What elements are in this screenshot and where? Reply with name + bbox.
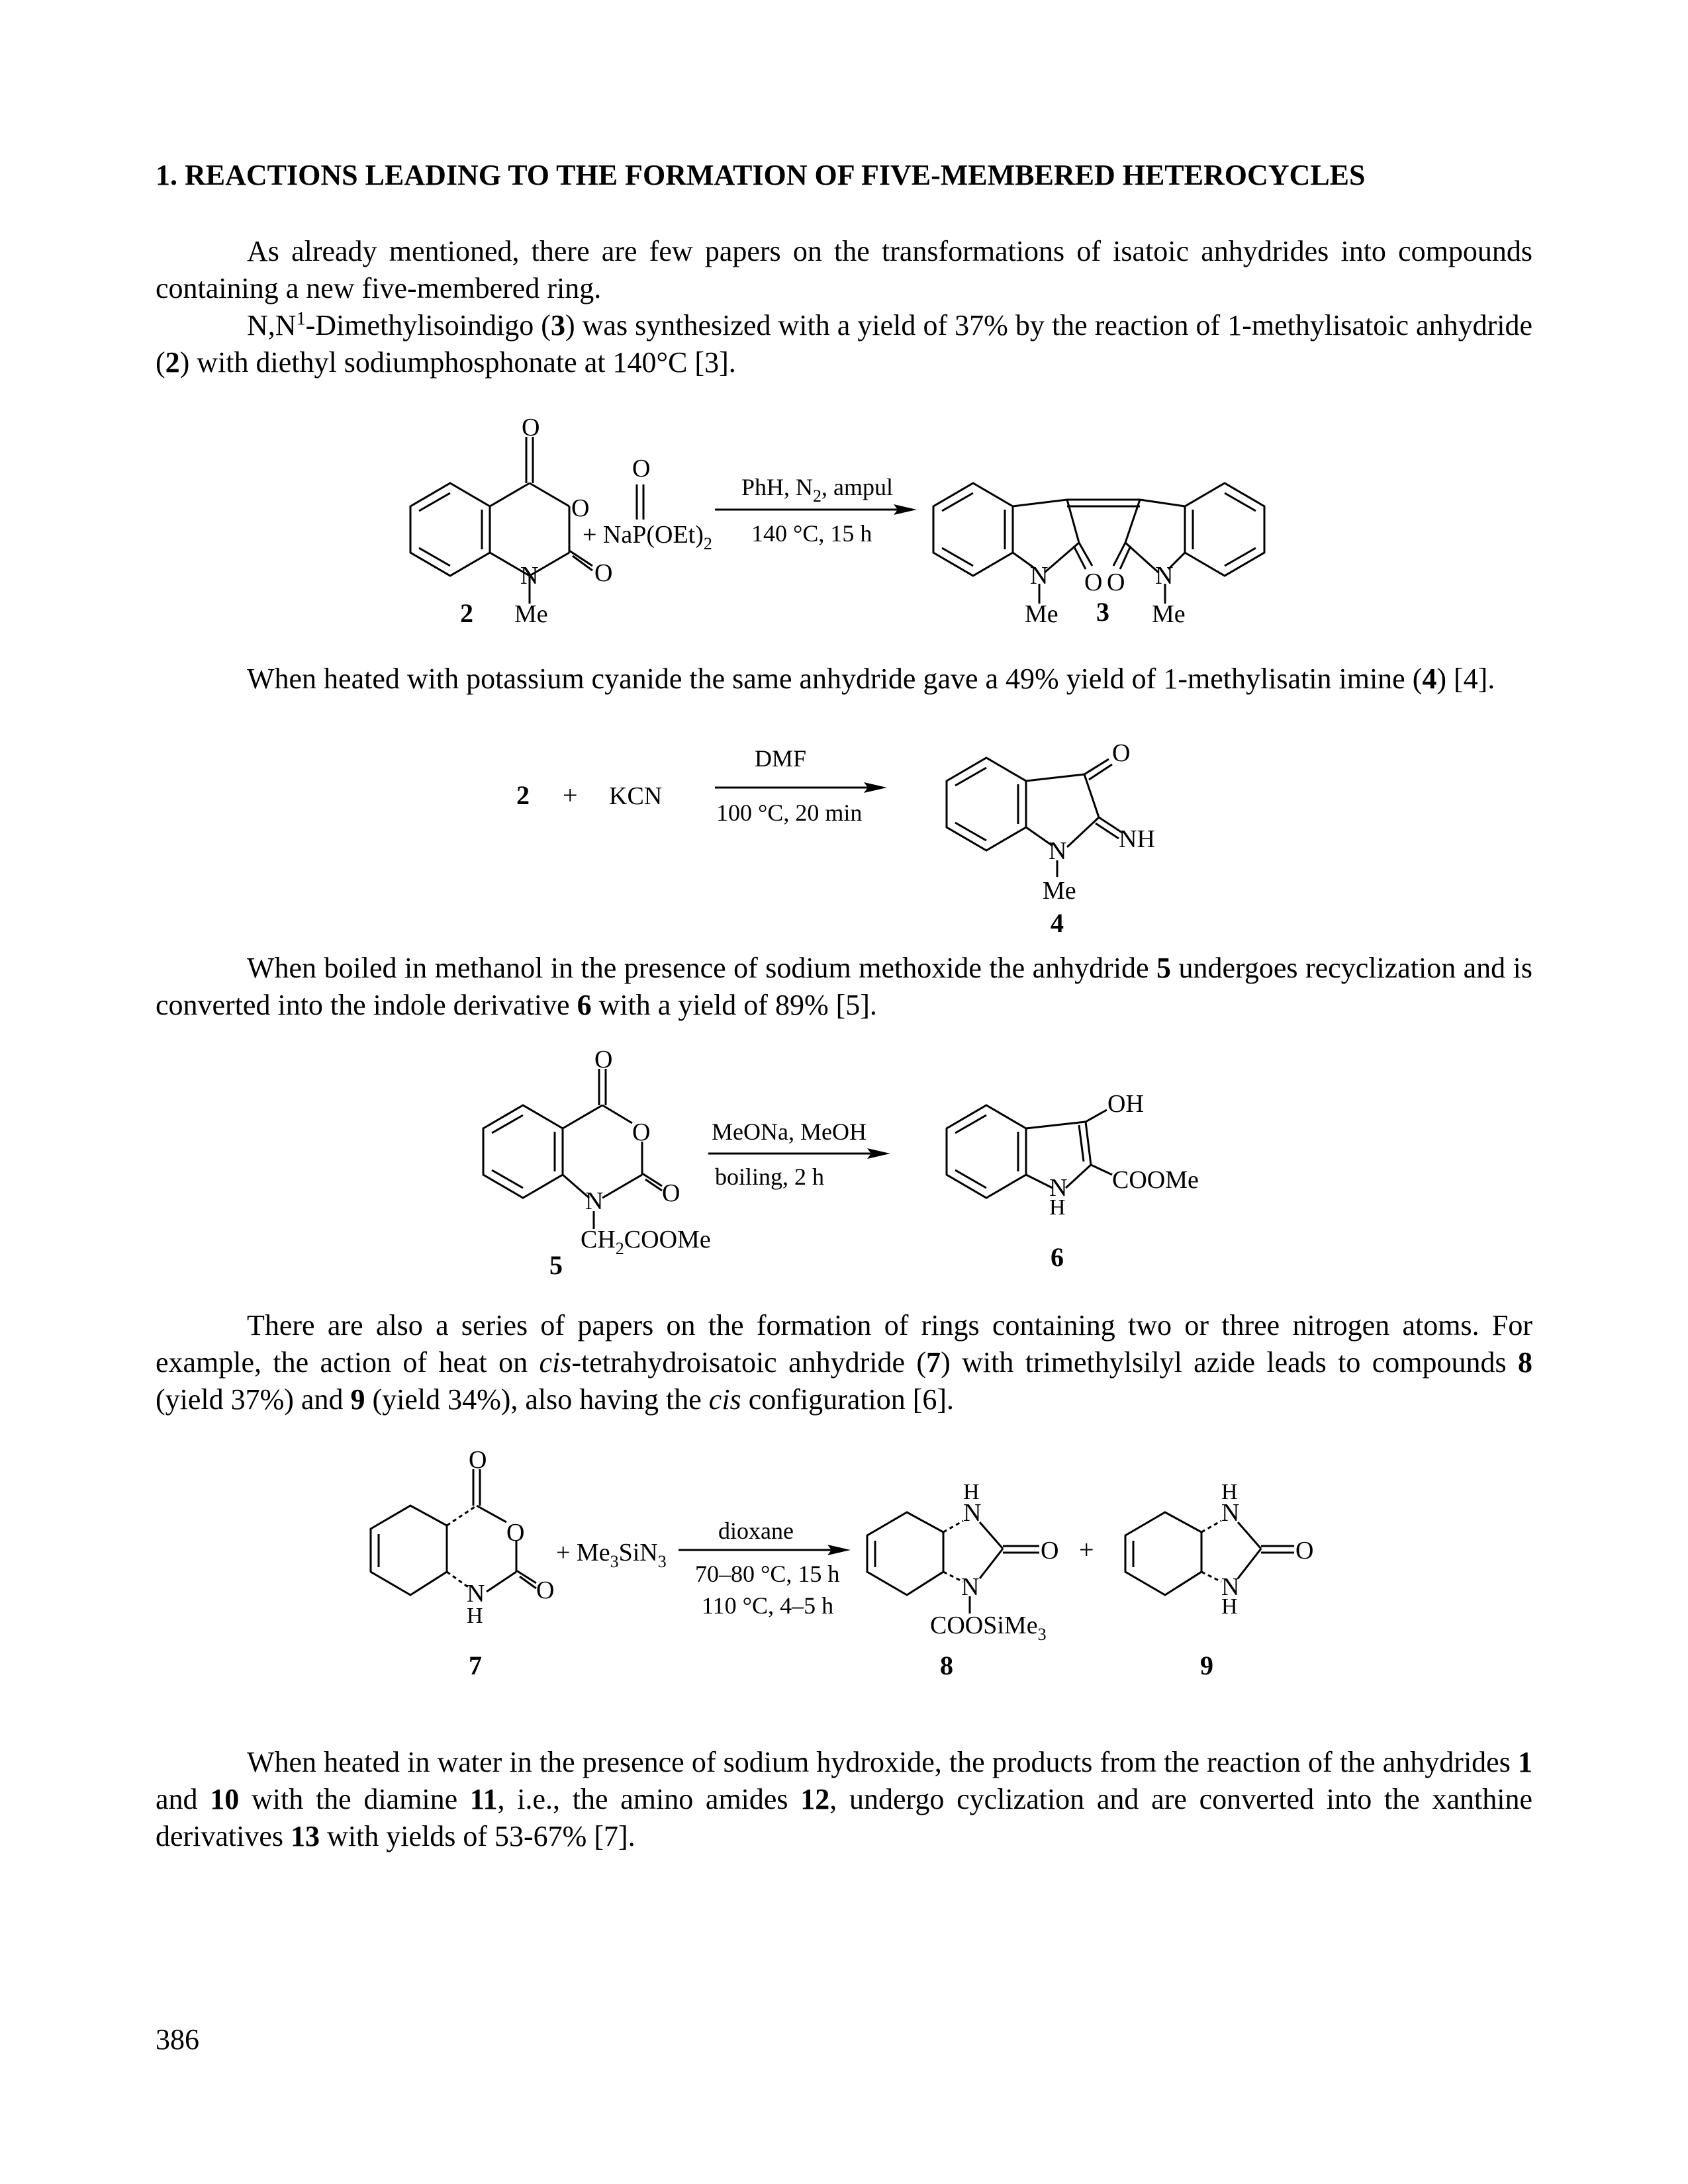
atom-label: Me [1152,600,1186,628]
atom-label: O [1041,1537,1059,1565]
atom-label: H [1049,1195,1066,1220]
reagent-label: + $Me_3SiN_3$ [556,1539,667,1571]
structure-6 [947,1105,1112,1198]
condition-label: 140 °C, 15 h [751,520,872,547]
atom-label: O [632,455,651,482]
structure-2 [410,437,592,604]
condition-label: DMF [755,745,807,772]
compound-ref: 9 [350,1383,365,1416]
paragraph-text: When boiled in methanol in the presence of sodium methoxide the anhydride 5 undergoes recyclization and is converted into the indole derivative 6 with a yield of 89% [5]. [156,952,1532,1021]
atom-label: Me [1025,600,1058,628]
paragraph [156,1307,1532,1418]
paragraph-text: $N,N^1$-Dimethylisoindigo (3) was synthesized with a yield of 37% by the reaction of 1-methylisatoic anhydride (2) with diethyl sodiumphosphonate at 140°C [3]. [156,308,1532,379]
atom-label: N [1030,562,1049,590]
phosphonate-carbonyl [637,484,643,520]
compound-label: 3 [1096,597,1109,627]
atom-label: N [1155,562,1174,590]
paragraph-text: As already mentioned, there are few papers on the transformations of isatoic anhydrides into compounds containing a new five-membered ring. [156,235,1532,304]
substituent-label: $CH_2COOMe$ [581,1226,711,1258]
compound-ref: 7 [926,1346,941,1379]
page-number: 386 [156,2023,199,2056]
atom-label: O [594,1046,613,1073]
atom-label: O [1107,569,1125,596]
paragraph-text: When heated in water in the presence of sodium hydroxide, the products from the reaction of the anhydrides 1 and 10 with the diamine 11, i.e., the amino amides 12, undergo cyclization and are converted into the xanthine derivatives 13 with yields of 53-67% [7]. [156,1746,1532,1852]
condition-label: PhH, $N_2$, ampul [741,474,894,506]
substituent-label: COOSiMe$_3$ [930,1612,1047,1644]
atom-label: COOMe [1112,1166,1199,1194]
atom-label: O [1084,569,1103,596]
compound-label: 2 [460,598,473,628]
atom-label: O [536,1576,555,1604]
compound-label: 7 [469,1651,482,1680]
compound-ref: 6 [577,989,592,1021]
compound-label: 6 [1051,1242,1064,1272]
compound-ref: 12 [800,1783,830,1815]
compound-label: 2 [516,780,530,810]
atom-label: O [469,1446,487,1474]
atom-label: H [963,1480,980,1504]
atom-label: N [961,1573,980,1601]
atom-label: N [585,1187,604,1215]
compound-ref: 10 [210,1783,240,1815]
atom-label: O [1295,1537,1314,1565]
condition-label: boiling, 2 h [715,1163,825,1190]
compound-label: 8 [940,1651,953,1680]
compound-label: 5 [549,1250,563,1280]
paragraph [156,950,1532,1024]
paragraph-text: When heated with potassium cyanide the same anhydride gave a 49% yield of 1-methylisatin imine (4) [4]. [247,662,1495,695]
atom-label: N [1221,1573,1240,1601]
atom-label: OH [1107,1090,1144,1118]
paragraph [156,660,1532,698]
atom-label: O [662,1179,680,1207]
compound-ref: 13 [291,1820,320,1852]
reaction-scheme-2 [0,721,1688,938]
structure-9 [1125,1512,1294,1595]
compound-label: 4 [1051,908,1064,938]
structure-4 [947,758,1122,877]
condition-label: 100 °C, 20 min [716,799,863,826]
reagent-label: + $NaP(OEt)_2$ [583,521,712,553]
compound-ref: 8 [1518,1346,1532,1379]
atom-label: O [571,494,590,522]
atom-label: N [520,562,539,590]
atom-label: N [467,1580,485,1608]
atom-label: H [467,1604,483,1628]
atom-label: O [632,1118,651,1146]
intro-paragraph [156,233,1532,381]
structure-5 [483,1069,662,1229]
reaction-scheme-3 [0,1046,1688,1280]
reaction-scheme-4 [0,1443,1688,1688]
atom-label: O [1112,739,1131,767]
atom-label: O [506,1519,525,1547]
compound-ref: 11 [469,1783,498,1815]
compound-ref: 4 [1422,662,1437,695]
compound-ref: 3 [550,309,565,341]
compound-ref: 2 [165,346,180,379]
atom-label: N [1049,837,1067,865]
atom-label: O [522,414,540,441]
reaction-scheme-1 [0,410,1688,628]
condition-label: dioxane [718,1518,794,1544]
atom-label: Me [514,600,548,628]
paragraph-text: There are also a series of papers on the formation of rings containing two or three nitrogen atoms. For example, the action of heat on cis-tetrahydroisatoic anhydride (7) with trimethylsilyl azide leads to compounds 8 (yield 37%) and 9 (yield 34%), also having the cis configuration [6]. [156,1309,1532,1416]
reagent-label: KCN [609,782,663,810]
condition-label: 110 °C, 4–5 h [702,1592,834,1619]
atom-label: O [594,559,613,587]
atom-label: Me [1043,877,1076,905]
paragraph [156,1744,1532,1855]
structure-8 [867,1512,1039,1614]
compound-label: 9 [1200,1651,1213,1680]
atom-label: N [1221,1499,1240,1527]
atom-label: N [963,1499,982,1527]
section-heading: 1. REACTIONS LEADING TO THE FORMATION OF FIVE-MEMBERED HETEROCYCLES [156,159,1366,191]
condition-label: 70–80 °C, 15 h [695,1561,840,1587]
condition-label: MeONa, MeOH [712,1118,867,1145]
plus-sign: + [1079,1535,1094,1565]
compound-ref: 1 [1518,1746,1532,1778]
atom-label: NH [1119,825,1155,853]
compound-ref: 5 [1156,952,1172,984]
plus-sign: + [563,780,578,810]
atom-label: N [1049,1174,1068,1202]
atom-label: H [1221,1480,1238,1504]
atom-label: H [1221,1594,1238,1619]
